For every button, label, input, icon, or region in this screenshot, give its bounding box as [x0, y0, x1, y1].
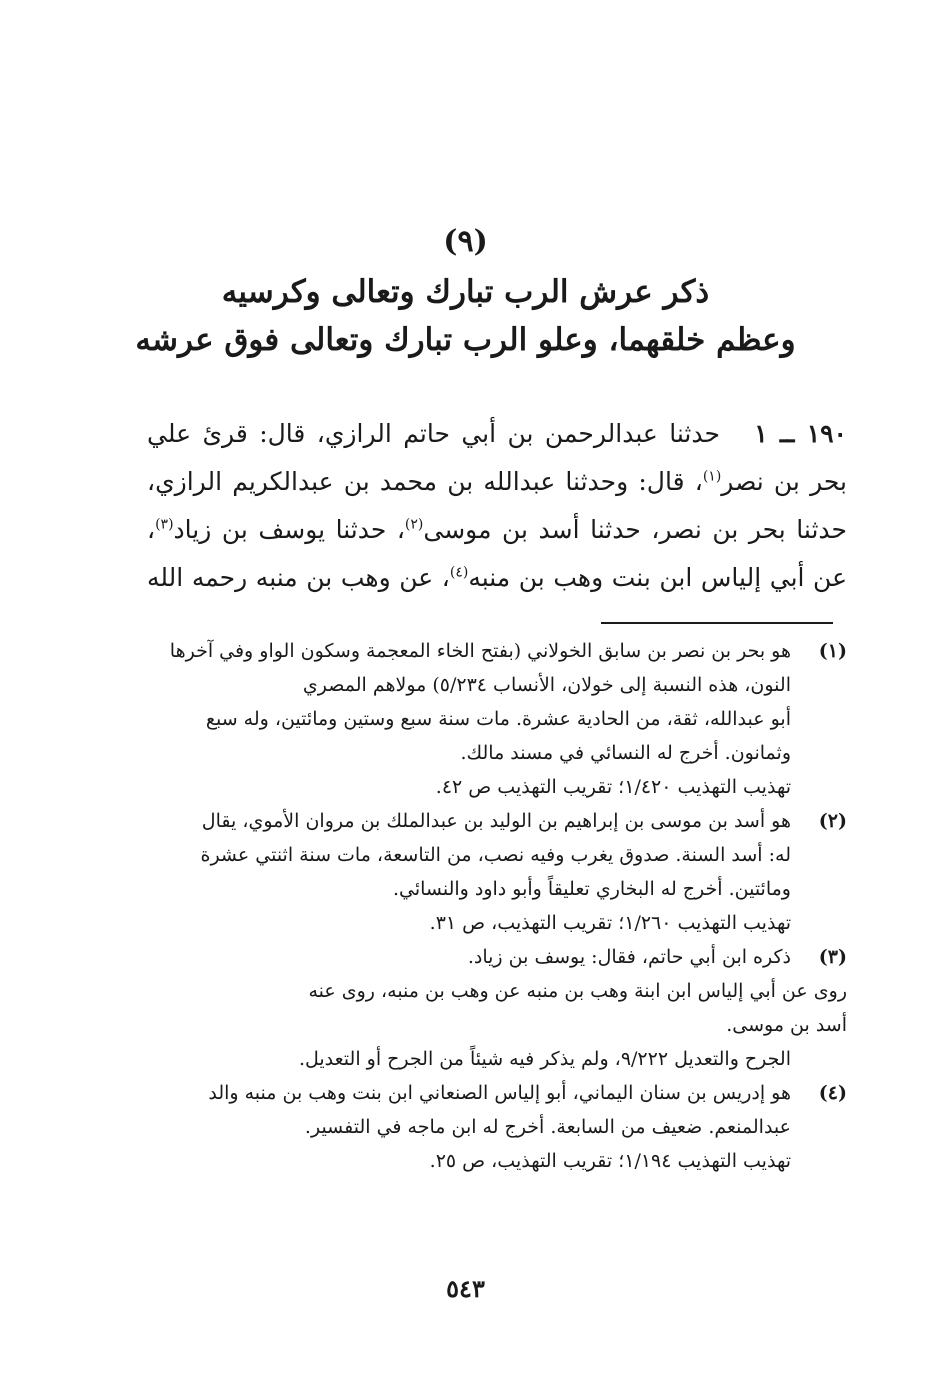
chapter-title-line-1: ذكر عرش الرب تبارك وتعالى وكرسيه: [221, 274, 710, 310]
footnote-line: أسد بن موسى.: [726, 1014, 847, 1036]
footnote-ref-2[interactable]: (٢): [404, 516, 424, 533]
chapter-number: (٩): [443, 224, 488, 259]
hadith-line-2: [147, 458, 847, 506]
footnote-number: (٣): [818, 946, 847, 968]
footnote-line: هو بحر بن نصر بن سابق الخولاني (بفتح الخاء المعجمة وسكون الواو وفي آخرها: [169, 640, 791, 662]
hadith-text: [147, 410, 847, 602]
hadith-line-1-text: حدثنا عبدالرحمن بن أبي حاتم الرازي، قال: قرئ علي: [147, 419, 720, 448]
hadith-line-3c: ،: [147, 515, 156, 544]
footnote-number: (٢): [818, 810, 847, 832]
footnote-ref-4[interactable]: (٤): [449, 564, 469, 581]
footnote-line: له: أسد السنة. صدوق يغرب وفيه نصب، من التاسعة، مات سنة اثنتي عشرة: [200, 844, 791, 866]
hadith-line-3: [147, 506, 847, 554]
hadith-line-4: [147, 554, 847, 602]
hadith-line-2b: ، قال: وحدثنا عبدالله بن محمد بن عبدالكريم الرازي،: [147, 467, 703, 496]
footnote-line: تهذيب التهذيب ١/١٩٤؛ تقريب التهذيب، ص ٢٥.: [429, 1150, 791, 1172]
hadith-line-4a: عن أبي إلياس ابن بنت وهب بن منبه: [468, 563, 848, 592]
footnote-line: عبدالمنعم. ضعيف من السابعة. أخرج له ابن ماجه في التفسير.: [304, 1116, 791, 1138]
chapter-title-line-2: وعظم خلقهما، وعلو الرب تبارك وتعالى فوق عرشه: [135, 322, 796, 358]
page-number: ٥٤٣: [446, 1274, 485, 1303]
hadith-line-1: [147, 410, 847, 458]
footnote-number: (٤): [818, 1082, 847, 1104]
footnote-2: [147, 804, 847, 940]
footnote-ref-1[interactable]: (١): [702, 468, 722, 485]
footnote-divider: [601, 622, 833, 624]
footnote-line: هو أسد بن موسى بن إبراهيم بن الوليد بن عبدالملك بن مروان الأموي، يقال: [201, 810, 791, 832]
chapter-title: [0, 268, 931, 364]
footnote-line: الجرح والتعديل ٩/٢٢٢، ولم يذكر فيه شيئاً من الجرح أو التعديل.: [298, 1048, 791, 1070]
hadith-line-3a: حدثنا بحر بن نصر، حدثنا أسد بن موسى: [423, 515, 847, 544]
footnote-line: وثمانون. أخرج له النسائي في مسند مالك.: [460, 742, 791, 764]
footnote-4: [147, 1076, 847, 1178]
footnote-line: هو إدريس بن سنان اليماني، أبو إلياس الصنعاني ابن بنت وهب بن منبه والد: [208, 1082, 791, 1104]
footnotes: [147, 634, 847, 1178]
footnote-line: النون، هذه النسبة إلى خولان، الأنساب ٥/٢٣٤) مولاهم المصري: [302, 674, 791, 696]
footnote-1: [147, 634, 847, 804]
footnote-number: (١): [818, 640, 847, 662]
footnote-line: تهذيب التهذيب ١/٢٦٠؛ تقريب التهذيب، ص ٣١.: [429, 912, 791, 934]
footnote-line: تهذيب التهذيب ١/٤٢٠؛ تقريب التهذيب ص ٤٢.: [435, 776, 791, 798]
hadith-line-2a: بحر بن نصر: [721, 467, 847, 496]
footnote-line: أبو عبدالله، ثقة، من الحادية عشرة. مات سنة سبع وستين ومائتين، وله سبع: [205, 708, 791, 730]
footnote-line: ومائتين. أخرج له البخاري تعليقاً وأبو داود والنسائي.: [392, 878, 791, 900]
hadith-line-3b: ، حدثنا يوسف بن زياد: [173, 515, 405, 544]
footnote-ref-3[interactable]: (٣): [155, 516, 174, 533]
footnote-3: [147, 940, 847, 1076]
hadith-line-4b: ، عن وهب بن منبه رحمه الله: [147, 563, 450, 592]
footnote-line: ذكره ابن أبي حاتم، فقال: يوسف بن زياد.: [467, 946, 791, 968]
footnote-line: روى عن أبي إلياس ابن ابنة وهب بن منبه عن وهب بن منبه، روى عنه: [308, 980, 847, 1002]
hadith-number: ١٩٠ ــ ١: [754, 419, 847, 448]
